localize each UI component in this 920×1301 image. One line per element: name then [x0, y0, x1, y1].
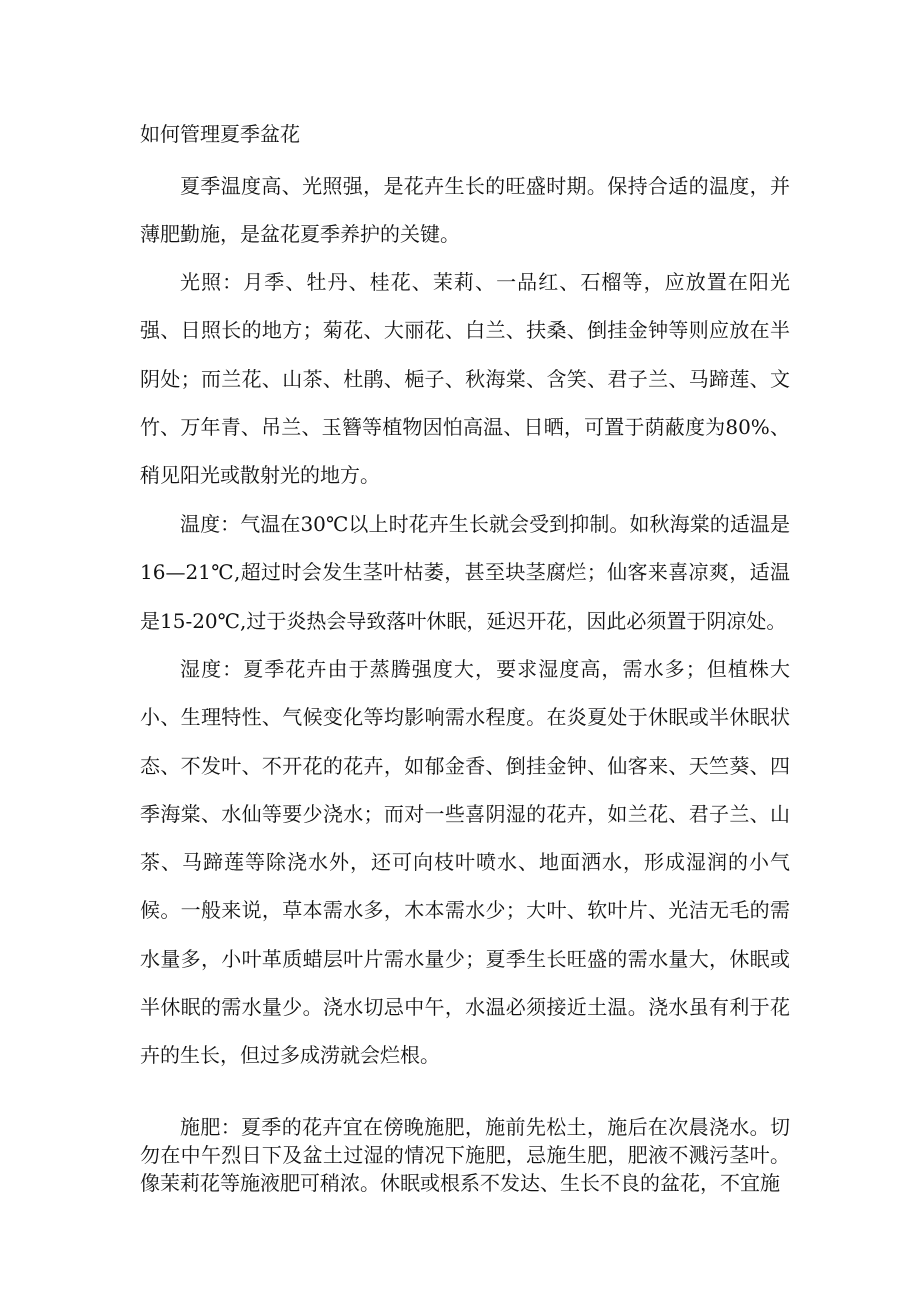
paragraph-intro: 夏季温度高、光照强，是花卉生长的旺盛时期。保持合适的温度，并薄肥勤施，是盆花夏季养护的关键。: [140, 174, 790, 247]
paragraph-temperature: 温度：气温在30℃以上时花卉生长就会受到抑制。如秋海棠的适温是16—21℃,超过时会发生茎叶枯萎，甚至块茎腐烂；仙客来喜凉爽，适温是15-20℃,过于炎热会导致落叶休眠，延迟开花，因此必须置于阴凉处。: [140, 512, 790, 633]
document-title: 如何管理夏季盆花: [140, 122, 300, 146]
paragraph-humidity: 湿度：夏季花卉由于蒸腾强度大，要求湿度高，需水多；但植株大小、生理特性、气候变化等均影响需水程度。在炎夏处于休眠或半休眠状态、不发叶、不开花的花卉，如郁金香、倒挂金钟、仙客来、天竺葵、四季海棠、水仙等要少浇水；而对一些喜阴湿的花卉，如兰花、君子兰、山茶、马蹄莲等除浇水外，还可向枝叶喷水、地面洒水，形成湿润的小气候。一般来说，草本需水多，木本需水少；大叶、软叶片、光洁无毛的需水量多，小叶革质蜡层叶片需水量少；夏季生长旺盛的需水量大，休眠或半休眠的需水量少。浇水切忌中午，水温必须接近土温。浇水虽有利于花卉的生长，但过多成涝就会烂根。: [140, 657, 790, 1068]
paragraph-light: 光照：月季、牡丹、桂花、茉莉、一品红、石榴等，应放置在阳光强、日照长的地方；菊花、大丽花、白兰、扶桑、倒挂金钟等则应放在半阴处；而兰花、山茶、杜鹃、梔子、秋海棠、含笑、君子兰、马蹄莲、文竹、万年青、吊兰、玉簪等植物因怕高温、日晒，可置于荫蔽度为80%、稍见阳光或散射光的地方。: [140, 270, 790, 488]
paragraph-fertilizing: 施肥：夏季的花卉宜在傍晚施肥，施前先松土，施后在次晨浇水。切勿在中午烈日下及盆土过湿的情况下施肥，忌施生肥，肥液不溅污茎叶。像茉莉花等施液肥可稍浓。休眠或根系不发达、生长不良的盆花，不宜施: [140, 1115, 790, 1195]
